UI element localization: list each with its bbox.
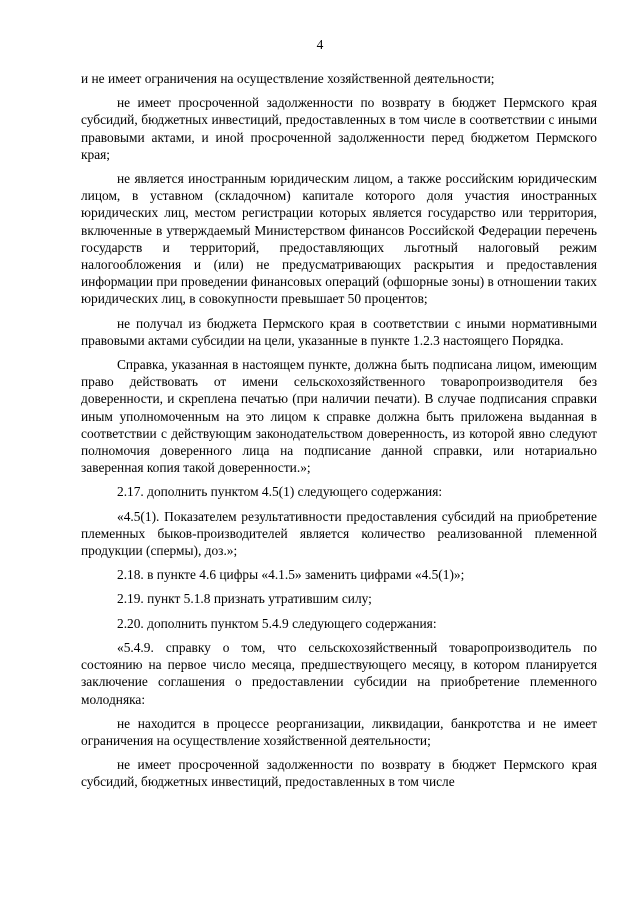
paragraph-no-budget-debt: не имеет просроченной задолженности по возврату в бюджет Пермского края субсидий, бюджетных инвестиций, предоставленных в том числе в соответствии с иными правовыми актами, и иной просроченной задолженности перед бюджетом Пермского края; xyxy=(81,95,597,162)
paragraph-certificate-signature: Справка, указанная в настоящем пункте, должна быть подписана лицом, имеющим право действовать от имени сельскохозяйственного товаропроизводителя без доверенности, и скреплена печатью (при наличии печати). В случае подписания справки иным уполномоченным на это лицом к справке должна быть приложена выданная в соответствии с действующим законодательством доверенность, из которой явно следуют полномочия доверенного лица на подписание данной справки, или нотариально заверенная копия такой доверенности.»; xyxy=(81,357,597,476)
paragraph-no-budget-debt-2: не имеет просроченной задолженности по возврату в бюджет Пермского края субсидий, бюджетных инвестиций, предоставленных в том числе xyxy=(81,757,597,790)
paragraph-clause-4-5-1: «4.5(1). Показателем результативности предоставления субсидий на приобретение племенных быков-производителей является количество реализованной племенной продукции (спермы), доз.»; xyxy=(81,508,597,559)
paragraph-no-other-subsidies: не получал из бюджета Пермского края в соответствии с иными нормативными правовыми актами субсидии на цели, указанные в пункте 1.2.3 настоящего Порядка. xyxy=(81,315,597,348)
paragraph-amendment-2-18: 2.18. в пункте 4.6 цифры «4.1.5» заменить цифрами «4.5(1)»; xyxy=(117,567,465,583)
document-body xyxy=(81,70,597,798)
paragraph-continuation: и не имеет ограничения на осуществление хозяйственной деятельности; xyxy=(81,71,495,86)
paragraph-amendment-2-17: 2.17. дополнить пунктом 4.5(1) следующего содержания: xyxy=(117,484,443,500)
paragraph-amendment-2-19: 2.19. пункт 5.1.8 признать утратившим силу; xyxy=(117,591,372,607)
paragraph-not-foreign-entity: не является иностранным юридическим лицом, а также российским юридическим лицом, в уставном (складочном) капитале которого доля участия иностранных юридических лиц, местом регистрации которых является государство или территория, включенные в утверждаемый Министерством финансов Российской Федерации перечень государств и территорий, предоставляющих льготный налоговый режим налогообложения и (или) не предусматривающих раскрытия и предоставления информации при проведении финансовых операций (офшорные зоны) в отношении таких юридических лиц, в совокупности превышает 50 процентов; xyxy=(81,171,597,307)
paragraph-not-reorganizing: не находится в процессе реорганизации, ликвидации, банкротства и не имеет ограничения на осуществление хозяйственной деятельности; xyxy=(81,715,597,748)
paragraph-clause-5-4-9: «5.4.9. справку о том, что сельскохозяйственный товаропроизводитель по состоянию на первое число месяца, предшествующего месяцу, в котором планируется заключение соглашения о предоставлении субсидии на приобретение племенного молодняка: xyxy=(81,639,597,707)
page-number: 4 xyxy=(316,37,324,52)
paragraph-amendment-2-20: 2.20. дополнить пунктом 5.4.9 следующего содержания: xyxy=(117,615,437,631)
